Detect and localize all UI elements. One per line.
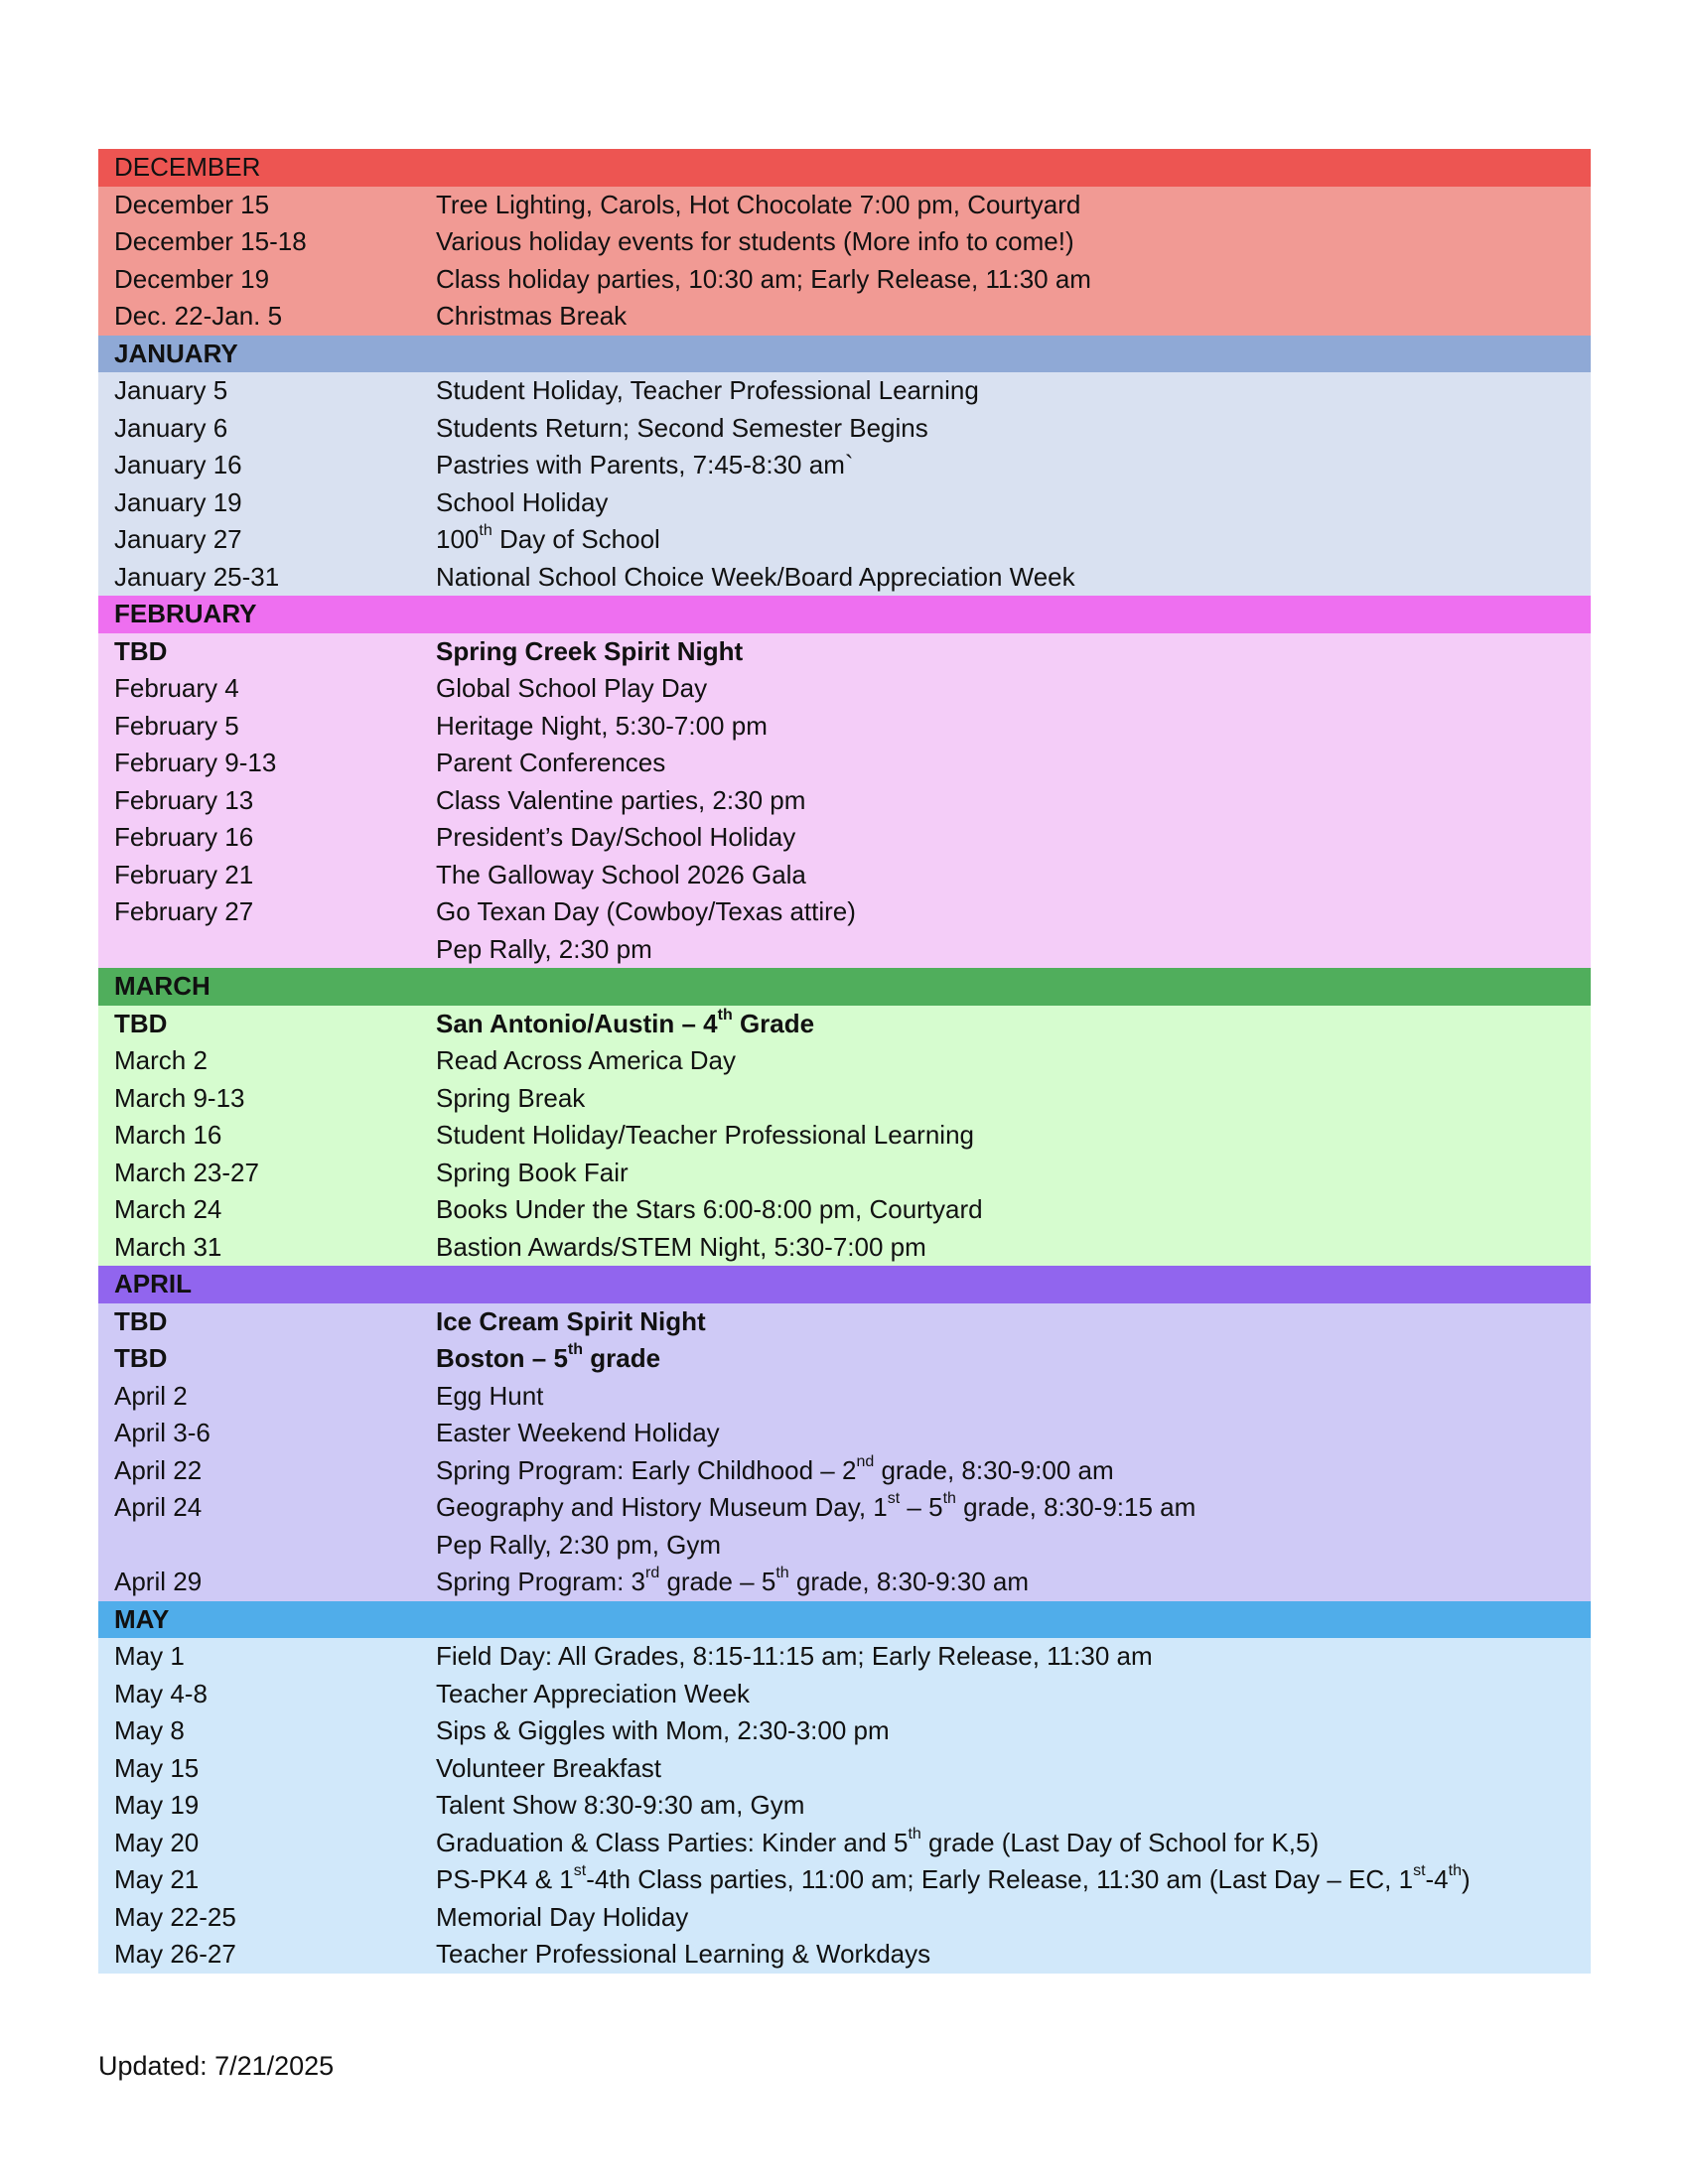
text-segment: Student Holiday, Teacher Professional Learning (436, 375, 979, 405)
event-row (98, 857, 1591, 894)
event-date: May 19 (114, 1790, 200, 1820)
superscript: nd (856, 1452, 875, 1470)
event-description (436, 1340, 660, 1378)
month-header: MARCH (98, 968, 1591, 1006)
event-row (98, 1899, 1591, 1937)
event-row (98, 893, 1591, 931)
event-row (98, 1638, 1591, 1676)
event-description (436, 708, 768, 746)
event-date: February 27 (114, 896, 254, 926)
text-segment: San Antonio/Austin – 4 (436, 1008, 718, 1038)
event-description (436, 1936, 930, 1974)
event-date: May 22-25 (114, 1901, 236, 1932)
month-header: JANUARY (98, 336, 1591, 373)
text-segment: School Holiday (436, 486, 609, 517)
event-row (98, 1712, 1591, 1750)
event-date: April 24 (114, 1492, 203, 1522)
text-segment: grade (Last Day of School for K,5) (920, 1827, 1320, 1857)
event-date: Dec. 22-Jan. 5 (114, 301, 283, 331)
event-date: May 21 (114, 1864, 200, 1894)
event-date: May 26-27 (114, 1939, 236, 1969)
text-segment: Volunteer Breakfast (436, 1752, 661, 1783)
event-description (436, 372, 979, 410)
event-description (436, 1452, 1114, 1490)
text-segment: Read Across America Day (436, 1045, 737, 1075)
event-row (98, 261, 1591, 299)
event-date: May 15 (114, 1752, 200, 1783)
event-description (436, 521, 660, 559)
event-description (436, 298, 627, 336)
event-description (436, 893, 856, 931)
event-row (98, 782, 1591, 820)
event-date: December 19 (114, 263, 270, 294)
event-description (436, 1415, 720, 1452)
event-description (436, 1899, 688, 1937)
event-description (436, 1191, 983, 1229)
text-segment: Parent Conferences (436, 748, 666, 777)
text-segment: National School Choice Week/Board Appreciation Week (436, 561, 1075, 592)
text-segment: Pep Rally, 2:30 pm (436, 933, 652, 964)
event-description (436, 819, 795, 857)
event-description (436, 1006, 814, 1043)
event-date: February 21 (114, 859, 254, 889)
event-row (98, 633, 1591, 671)
event-row (98, 447, 1591, 484)
event-description (436, 410, 928, 448)
event-row (98, 1936, 1591, 1974)
month-section-may (98, 1601, 1591, 1974)
event-row (98, 1191, 1591, 1229)
superscript: st (1413, 1862, 1426, 1880)
event-date: January 6 (114, 412, 228, 443)
month-section-february (98, 596, 1591, 968)
month-section-december (98, 149, 1591, 336)
event-date: March 23-27 (114, 1157, 259, 1187)
text-segment: Tree Lighting, Carols, Hot Chocolate 7:00 pm, Courtyard (436, 189, 1081, 219)
event-description (436, 1676, 750, 1713)
event-row (98, 1042, 1591, 1080)
event-row (98, 1489, 1591, 1527)
text-segment: – 5 (900, 1492, 943, 1522)
event-date: December 15 (114, 189, 270, 219)
event-description (436, 1378, 543, 1416)
event-date: May 8 (114, 1715, 185, 1745)
event-description (436, 187, 1080, 224)
superscript: th (717, 1006, 733, 1024)
event-date: TBD (114, 1305, 168, 1336)
text-segment: Bastion Awards/STEM Night, 5:30-7:00 pm (436, 1231, 926, 1262)
event-row (98, 819, 1591, 857)
event-description (436, 447, 854, 484)
event-description (436, 1303, 706, 1341)
text-segment: Christmas Break (436, 301, 628, 331)
event-row (98, 187, 1591, 224)
event-row (98, 745, 1591, 782)
event-description (436, 1527, 721, 1565)
event-description (436, 1117, 974, 1155)
event-date: February 4 (114, 673, 239, 703)
event-description (436, 484, 608, 522)
text-segment: Talent Show 8:30-9:30 am, Gym (436, 1790, 805, 1820)
event-date: February 9-13 (114, 748, 277, 777)
event-row (98, 559, 1591, 597)
text-segment: Sips & Giggles with Mom, 2:30-3:00 pm (436, 1715, 890, 1745)
month-section-january (98, 336, 1591, 597)
event-description (436, 1155, 629, 1192)
event-row (98, 484, 1591, 522)
text-segment: Go Texan Day (Cowboy/Texas attire) (436, 896, 856, 926)
text-segment: Pastries with Parents, 7:45-8:30 am` (436, 450, 854, 479)
superscript: th (567, 1341, 584, 1359)
text-segment: Spring Program: 3 (436, 1567, 645, 1596)
event-date: January 5 (114, 375, 228, 405)
event-description (436, 633, 743, 671)
event-description (436, 1564, 1029, 1601)
text-segment: Ice Cream Spirit Night (436, 1305, 706, 1336)
text-segment: Geography and History Museum Day, 1 (436, 1492, 888, 1522)
event-row (98, 1229, 1591, 1267)
text-segment: ) (1461, 1864, 1471, 1894)
event-row (98, 1452, 1591, 1490)
event-row (98, 1787, 1591, 1825)
event-description (436, 1712, 890, 1750)
event-date: December 15-18 (114, 226, 307, 256)
event-date: April 29 (114, 1567, 203, 1596)
event-description (436, 1750, 661, 1788)
event-row (98, 1340, 1591, 1378)
text-segment: grade (583, 1343, 661, 1373)
event-row (98, 410, 1591, 448)
event-row (98, 1861, 1591, 1899)
event-date: February 16 (114, 822, 254, 852)
text-segment: Class holiday parties, 10:30 am; Early Release, 11:30 am (436, 263, 1091, 294)
text-segment: Student Holiday/Teacher Professional Learning (436, 1120, 975, 1150)
text-segment: Teacher Professional Learning & Workdays (436, 1939, 931, 1969)
event-row (98, 670, 1591, 708)
event-row (98, 1564, 1591, 1601)
event-date: TBD (114, 1008, 168, 1038)
text-segment: President’s Day/School Holiday (436, 822, 796, 852)
event-description (436, 857, 806, 894)
event-date: March 16 (114, 1120, 222, 1150)
text-segment: Graduation & Class Parties: Kinder and 5 (436, 1827, 909, 1857)
event-description (436, 1638, 1153, 1676)
text-segment: Pep Rally, 2:30 pm, Gym (436, 1529, 722, 1560)
event-row (98, 223, 1591, 261)
superscript: st (887, 1490, 901, 1508)
text-segment: Various holiday events for students (More info to come!) (436, 226, 1074, 256)
text-segment: Spring Break (436, 1082, 586, 1113)
month-header: DECEMBER (98, 149, 1591, 187)
event-date: March 9-13 (114, 1082, 245, 1113)
event-row (98, 1378, 1591, 1416)
text-segment: The Galloway School 2026 Gala (436, 859, 806, 889)
month-header: MAY (98, 1601, 1591, 1639)
text-segment: grade, 8:30-9:00 am (874, 1454, 1114, 1485)
text-segment: -4 (1425, 1864, 1449, 1894)
event-row (98, 1006, 1591, 1043)
event-date: TBD (114, 635, 168, 666)
event-row (98, 1155, 1591, 1192)
event-date: April 22 (114, 1454, 203, 1485)
event-row (98, 931, 1591, 969)
event-date: January 16 (114, 450, 242, 479)
text-segment: Heritage Night, 5:30-7:00 pm (436, 710, 768, 741)
event-description (436, 670, 707, 708)
event-row (98, 1415, 1591, 1452)
updated-date: Updated: 7/21/2025 (98, 2051, 335, 2081)
text-segment: Global School Play Day (436, 673, 708, 703)
text-segment: Field Day: All Grades, 8:15-11:15 am; Early Release, 11:30 am (436, 1641, 1153, 1671)
event-description (436, 1861, 1471, 1899)
event-date: January 19 (114, 486, 242, 517)
event-row (98, 372, 1591, 410)
event-date: May 20 (114, 1827, 200, 1857)
event-row (98, 1117, 1591, 1155)
event-description (436, 1787, 804, 1825)
text-segment: grade, 8:30-9:30 am (788, 1567, 1030, 1596)
event-row (98, 1750, 1591, 1788)
superscript: th (479, 522, 492, 540)
event-description (436, 931, 652, 969)
event-description (436, 1042, 736, 1080)
text-segment: -4th Class parties, 11:00 am; Early Release, 11:30 am (Last Day – EC, 1 (586, 1864, 1414, 1894)
superscript: th (775, 1565, 789, 1582)
month-section-march (98, 968, 1591, 1266)
event-date: March 31 (114, 1231, 222, 1262)
event-date: January 27 (114, 524, 242, 554)
superscript: rd (644, 1565, 660, 1582)
event-description (436, 745, 665, 782)
event-row (98, 1080, 1591, 1118)
text-segment: Boston – 5 (436, 1343, 568, 1373)
text-segment: Teacher Appreciation Week (436, 1678, 751, 1708)
event-description (436, 223, 1074, 261)
text-segment: Easter Weekend Holiday (436, 1418, 720, 1447)
text-segment: Spring Book Fair (436, 1157, 629, 1187)
event-description (436, 1229, 926, 1267)
event-date: TBD (114, 1343, 168, 1373)
month-section-april (98, 1266, 1591, 1601)
event-description (436, 1825, 1319, 1862)
event-row (98, 1527, 1591, 1565)
event-row (98, 521, 1591, 559)
month-header: FEBRUARY (98, 596, 1591, 633)
text-segment: Memorial Day Holiday (436, 1901, 689, 1932)
event-row (98, 1676, 1591, 1713)
text-segment: Day of School (492, 524, 660, 554)
superscript: th (942, 1490, 956, 1508)
month-header: APRIL (98, 1266, 1591, 1303)
text-segment: 100 (436, 524, 480, 554)
event-date: March 24 (114, 1194, 222, 1224)
event-date: February 13 (114, 784, 254, 815)
event-row (98, 708, 1591, 746)
text-segment: grade, 8:30-9:15 am (955, 1492, 1196, 1522)
event-description (436, 782, 805, 820)
superscript: th (908, 1825, 921, 1843)
superscript: st (573, 1862, 587, 1880)
event-date: January 25-31 (114, 561, 280, 592)
event-description (436, 261, 1091, 299)
event-date: March 2 (114, 1045, 208, 1075)
event-description (436, 1489, 1196, 1527)
text-segment: PS-PK4 & 1 (436, 1864, 574, 1894)
event-row (98, 298, 1591, 336)
event-date: April 2 (114, 1380, 188, 1411)
text-segment: Spring Creek Spirit Night (436, 635, 744, 666)
event-date: February 5 (114, 710, 239, 741)
school-calendar-table (98, 149, 1591, 1974)
event-description (436, 559, 1075, 597)
text-segment: Spring Program: Early Childhood – 2 (436, 1454, 857, 1485)
text-segment: Books Under the Stars 6:00-8:00 pm, Courtyard (436, 1194, 983, 1224)
text-segment: Class Valentine parties, 2:30 pm (436, 784, 806, 815)
text-segment: grade – 5 (659, 1567, 776, 1596)
text-segment: Students Return; Second Semester Begins (436, 412, 928, 443)
text-segment: Egg Hunt (436, 1380, 544, 1411)
event-date: May 1 (114, 1641, 185, 1671)
text-segment: Grade (732, 1008, 815, 1038)
event-description (436, 1080, 585, 1118)
event-date: May 4-8 (114, 1678, 208, 1708)
event-date: April 3-6 (114, 1418, 211, 1447)
event-row (98, 1825, 1591, 1862)
superscript: th (1448, 1862, 1462, 1880)
event-row (98, 1303, 1591, 1341)
